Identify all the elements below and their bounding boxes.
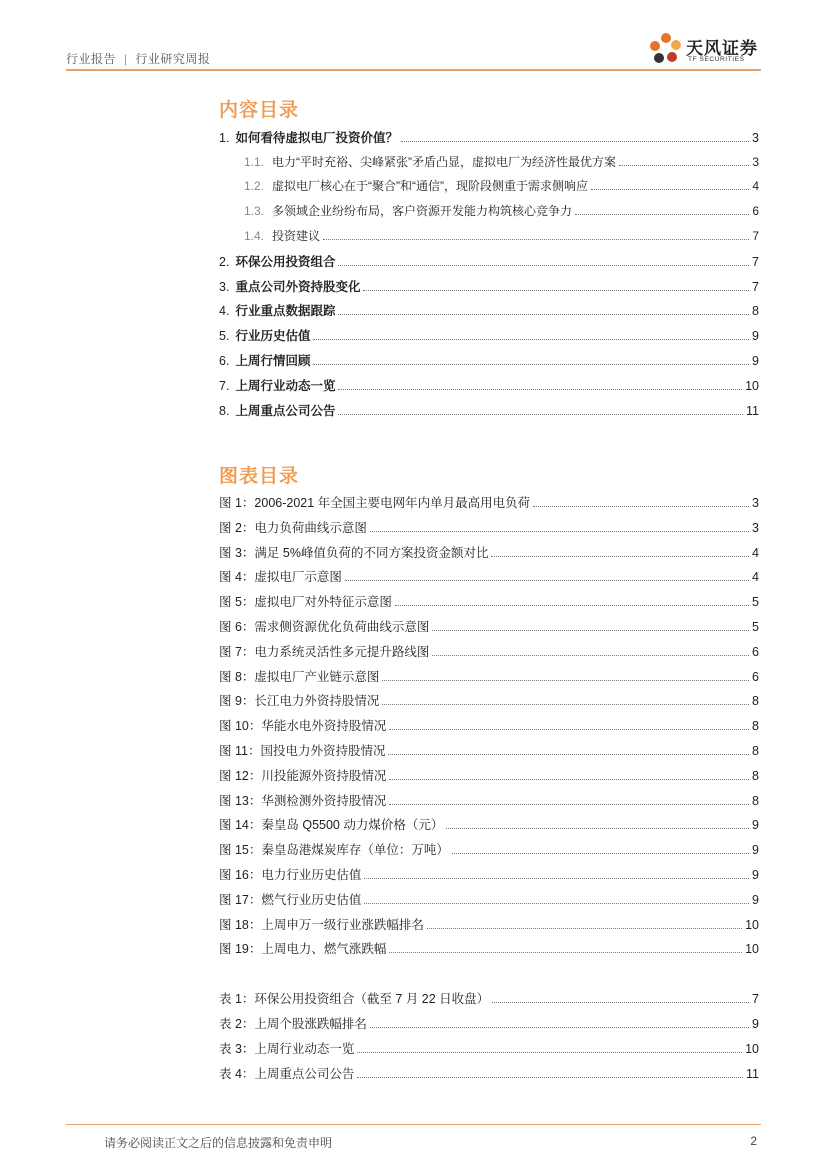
footer-divider [66, 1124, 761, 1125]
figure-entry-label: 图 4：虚拟电厂示意图 [219, 570, 342, 585]
figure-entry-label: 图 18：上周申万一级行业涨跌幅排名 [219, 917, 424, 932]
figure-entry-label: 图 2：电力负荷曲线示意图 [219, 520, 367, 535]
dot-leader [338, 265, 749, 266]
toc-entry-label: 投资建议 [272, 229, 321, 243]
dot-leader [364, 903, 749, 904]
figure-entry[interactable] [219, 941, 759, 957]
dot-leader [370, 1027, 749, 1028]
table-entry-page: 9 [752, 1017, 759, 1031]
figure-entry[interactable] [219, 520, 759, 536]
table-entry-page: 7 [752, 992, 759, 1006]
figure-entry-label: 图 7：电力系统灵活性多元提升路线图 [219, 644, 430, 659]
dot-leader [370, 531, 749, 532]
dot-leader [389, 779, 749, 780]
toc-entry-page: 7 [752, 229, 759, 243]
company-logo [646, 30, 766, 68]
dot-leader [357, 1077, 743, 1078]
figure-entry-page: 8 [752, 768, 759, 783]
flower-logo-icon [646, 30, 686, 68]
toc-entry-label: 上周行业动态一览 [235, 379, 336, 393]
dot-leader [432, 655, 749, 656]
figure-entry[interactable] [219, 892, 759, 908]
figure-entry-page: 8 [752, 793, 759, 808]
dot-leader [323, 239, 749, 240]
dot-leader [389, 729, 749, 730]
toc-entry[interactable] [219, 279, 759, 295]
toc-entry-page: 3 [752, 155, 759, 169]
figure-entry[interactable] [219, 594, 759, 610]
header-separator: | [123, 52, 128, 66]
report-header [66, 50, 210, 67]
dot-leader [313, 364, 749, 365]
figure-entry-page: 9 [752, 818, 759, 833]
toc-entry-number: 1.4. [244, 229, 265, 243]
dot-leader [382, 680, 749, 681]
dot-leader [427, 928, 742, 929]
figure-entry[interactable] [219, 867, 759, 883]
dot-leader [382, 704, 749, 705]
toc-entry-page: 10 [745, 379, 759, 393]
figure-entry-page: 4 [752, 570, 759, 585]
dot-leader [363, 290, 749, 291]
toc-entry[interactable] [219, 378, 759, 394]
figure-entry-page: 3 [752, 496, 759, 510]
figure-entry-label: 图 14：秦皇岛 Q5500 动力煤价格（元） [219, 818, 444, 833]
figure-entry-page: 10 [745, 917, 759, 932]
dot-leader [357, 1052, 742, 1053]
figure-entry-page: 5 [752, 595, 759, 610]
figure-entry-page: 3 [752, 520, 759, 535]
toc-entry-number: 1. [219, 131, 230, 145]
table-entry-label: 表 4：上周重点公司公告 [219, 1067, 355, 1081]
table-entry[interactable] [219, 1016, 759, 1032]
dot-leader [575, 214, 749, 215]
figure-entry-page: 9 [752, 843, 759, 858]
dot-leader [533, 506, 749, 507]
figure-entry[interactable] [219, 569, 759, 585]
toc-entry-page: 9 [752, 354, 759, 368]
toc-entry[interactable] [219, 353, 759, 369]
figure-entry-label: 图 16：电力行业历史估值 [219, 868, 362, 882]
toc-entry[interactable] [219, 303, 759, 319]
figure-entry-label: 图 10：华能水电外资持股情况 [219, 719, 387, 734]
figure-entry-page: 6 [752, 644, 759, 659]
toc-entry-number: 5. [219, 329, 230, 343]
toc-entry-number: 4. [219, 304, 230, 318]
figure-entry[interactable] [219, 693, 759, 709]
toc-entry-label: 如何看待虚拟电厂投资价值？ [235, 131, 398, 145]
figures-title: 图表目录 [219, 466, 300, 487]
dot-leader [401, 141, 749, 142]
toc-entry[interactable] [244, 154, 759, 170]
logo-subtitle: TF SECURITIES [688, 56, 745, 63]
toc-entry-number: 7. [219, 379, 230, 393]
toc-entry-number: 1.3. [244, 204, 265, 218]
figure-entry-page: 6 [752, 669, 759, 684]
figure-entry[interactable] [219, 817, 759, 833]
toc-entry-label: 上周行情回顾 [235, 354, 311, 368]
figure-entry[interactable] [219, 495, 759, 511]
figure-entry[interactable] [219, 718, 759, 734]
header-divider [66, 69, 761, 71]
figure-entry-label: 图 6：需求侧资源优化负荷曲线示意图 [219, 620, 430, 634]
toc-entry[interactable] [244, 203, 759, 219]
figure-entry-page: 9 [752, 868, 759, 882]
toc-entry-page: 8 [752, 304, 759, 318]
figure-entry-page: 4 [752, 545, 759, 560]
figure-entry-page: 8 [752, 744, 759, 758]
dot-leader [619, 165, 749, 166]
figure-entry-page: 8 [752, 694, 759, 709]
table-entry[interactable] [219, 991, 759, 1007]
dot-leader [492, 1002, 749, 1003]
toc-entry[interactable] [219, 328, 759, 344]
toc-entry-number: 1.2. [244, 179, 265, 193]
figure-entry-label: 图 9：长江电力外资持股情况 [219, 694, 380, 709]
toc-entry-page: 11 [746, 404, 759, 418]
toc-entry-number: 3. [219, 280, 230, 294]
figure-entry[interactable] [219, 917, 759, 933]
table-entry-label: 表 1：环保公用投资组合（截至 7 月 22 日收盘） [219, 992, 490, 1006]
figure-entry-page: 10 [745, 942, 759, 957]
figure-entry[interactable] [219, 619, 759, 635]
figure-entry-label: 图 12：川投能源外资持股情况 [219, 768, 387, 783]
toc-entry[interactable] [244, 228, 759, 244]
dot-leader [591, 189, 749, 190]
table-entry[interactable] [219, 1066, 759, 1082]
figure-entry[interactable] [219, 768, 759, 784]
figure-entry-label: 图 13：华测检测外资持股情况 [219, 793, 387, 808]
toc-entry-label: 重点公司外资持股变化 [235, 280, 361, 294]
table-entry-label: 表 2：上周个股涨跌幅排名 [219, 1017, 367, 1031]
dot-leader [338, 414, 743, 415]
dot-leader [432, 630, 749, 631]
dot-leader [491, 556, 749, 557]
figure-entry-page: 8 [752, 719, 759, 734]
figure-entry[interactable] [219, 669, 759, 685]
toc-entry-label: 电力“平时充裕、尖峰紧张”矛盾凸显，虚拟电厂为经济性最优方案 [272, 155, 617, 169]
toc-entry[interactable] [219, 130, 759, 146]
toc-entry-number: 2. [219, 255, 230, 269]
toc-entry-number: 6. [219, 354, 230, 368]
toc-title: 内容目录 [219, 100, 300, 121]
figure-entry-label: 图 3：满足 5%峰值负荷的不同方案投资金额对比 [219, 545, 489, 560]
dot-leader [446, 828, 749, 829]
figure-entry-page: 5 [752, 620, 759, 634]
report-type: 行业报告 [66, 52, 117, 66]
toc-entry-label: 多领域企业纷纷布局，客户资源开发能力构筑核心竞争力 [272, 204, 573, 218]
toc-entry-label: 虚拟电厂核心在于“聚合”和“通信”，现阶段侧重于需求侧响应 [272, 179, 589, 193]
toc-entry-number: 1.1. [244, 155, 265, 169]
toc-entry-page: 4 [752, 179, 759, 193]
figure-entry-label: 图 15：秦皇岛港煤炭库存（单位：万吨） [219, 843, 449, 858]
figure-entry-label: 图 19：上周电力、燃气涨跌幅 [219, 942, 387, 957]
toc-entry-label: 环保公用投资组合 [235, 255, 336, 269]
figure-entry[interactable] [219, 545, 759, 561]
toc-entry[interactable] [219, 403, 759, 419]
toc-entry-page: 3 [752, 131, 759, 145]
toc-entry[interactable] [219, 254, 759, 270]
toc-entry-page: 7 [752, 255, 759, 269]
table-entry[interactable] [219, 1041, 759, 1057]
toc-entry-label: 行业历史估值 [235, 329, 311, 343]
figure-entry-label: 图 5：虚拟电厂对外特征示意图 [219, 595, 392, 610]
dot-leader [364, 878, 749, 879]
figure-entry-page: 9 [752, 892, 759, 907]
dot-leader [389, 952, 742, 953]
figure-entry-label: 图 17：燃气行业历史估值 [219, 892, 362, 907]
dot-leader [389, 804, 749, 805]
dot-leader [452, 853, 749, 854]
figure-entry[interactable] [219, 743, 759, 759]
footer-disclaimer: 请务必阅读正文之后的信息披露和免责申明 [104, 1136, 333, 1150]
table-entry-label: 表 3：上周行业动态一览 [219, 1042, 355, 1056]
dot-leader [345, 580, 749, 581]
logo-name: 天风证券 [686, 39, 758, 58]
figure-entry[interactable] [219, 793, 759, 809]
toc-entry-page: 7 [752, 280, 759, 294]
toc-entry-page: 6 [752, 204, 759, 218]
dot-leader [338, 314, 749, 315]
table-entry-page: 10 [745, 1042, 759, 1056]
figure-entry[interactable] [219, 842, 759, 858]
page-number: 2 [750, 1134, 757, 1148]
figure-entry-label: 图 11：国投电力外资持股情况 [219, 744, 386, 758]
toc-entry-page: 9 [752, 329, 759, 343]
toc-entry-label: 上周重点公司公告 [235, 404, 336, 418]
report-subtype: 行业研究周报 [135, 52, 211, 66]
dot-leader [338, 389, 742, 390]
figure-entry[interactable] [219, 644, 759, 660]
table-entry-page: 11 [746, 1067, 759, 1081]
dot-leader [388, 754, 749, 755]
dot-leader [395, 605, 749, 606]
toc-entry-number: 8. [219, 404, 230, 418]
figure-entry-label: 图 1：2006-2021 年全国主要电网年内单月最高用电负荷 [219, 496, 531, 510]
toc-entry[interactable] [244, 178, 759, 194]
dot-leader [313, 339, 749, 340]
figure-entry-label: 图 8：虚拟电厂产业链示意图 [219, 669, 380, 684]
toc-entry-label: 行业重点数据跟踪 [235, 304, 336, 318]
